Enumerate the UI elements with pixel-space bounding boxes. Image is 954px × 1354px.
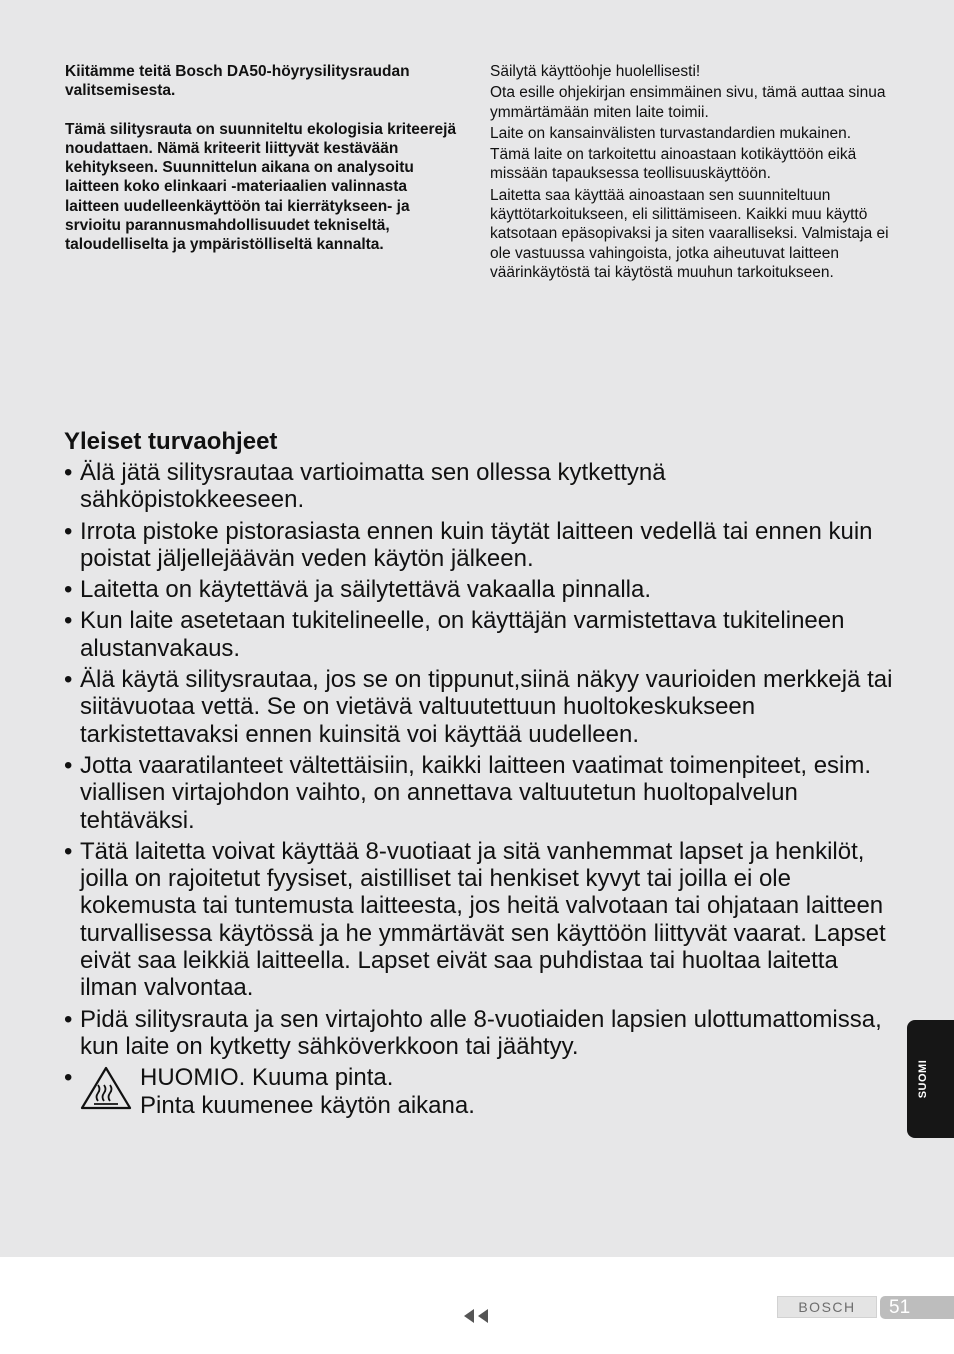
bullet: •	[64, 607, 73, 635]
intro-right-p2: Ota esille ohjekirjan ensimmäinen sivu, tämä auttaa sinua ymmärtämään miten laite toimii.	[490, 84, 886, 121]
safety-item-warning	[64, 1064, 894, 1119]
safety-item-text: Pidä silitysrauta ja sen virtajohto alle 8-vuotiaiden lapsien ulottumattomissa, kun laite on kytketty sähköverkkoon tai jäähtyy.	[80, 1005, 882, 1060]
intro-right-p4: Tämä laite on tarkoitettu ainoastaan kotikäyttöön eikä missään tapauksessa teollisuuskäyttöön.	[490, 146, 857, 183]
brand-label: BOSCH	[777, 1296, 877, 1318]
safety-item-text: Laitetta on käytettävä ja säilytettävä vakaalla pinnalla.	[80, 576, 652, 604]
safety-list	[64, 459, 894, 1123]
intro-ecology: Tämä silitysrauta on suunniteltu ekologisia kriteerejä noudattaen. Nämä kriteerit liittyvät kestävään kehitykseen. Suunnittelun aikana on analysoitu laitteen koko elinkaari -materiaalien valinnasta laitteen uudelleenkäyttöön tai kierrätykseen- ja srvioitu parannusmahdollisuudet tekniseltä, taloudelliselta ja ympäristölliseltä kannalta.	[65, 120, 457, 254]
safety-item-text: Tätä laitetta voivat käyttää 8-vuotiaat ja sitä vanhemmat lapset ja henkilöt, joilla on rajoitetut fyysiset, aistilliset tai henkiset kyvyt tai joilla ei ole kokemusta tai tuntemusta laitteesta, jos heitä valvotaan tai ohjataan laitteen turvallisessa käytössä ja he ymmärtävät sen käyttöön liittyvät vaarat. Lapset eivät saa leikkiä laitteella. Lapset eivät saa puhdistaa tai huoltaa laitetta ilman valvontaa.	[80, 837, 886, 1002]
safety-item	[64, 752, 894, 834]
safety-item-text: Älä jätä silitysrautaa vartioimatta sen ollessa kytkettynä sähköpistokkeeseen.	[80, 459, 666, 514]
intro-right-column	[490, 62, 900, 284]
bullet: •	[64, 837, 73, 865]
safety-item	[64, 518, 894, 573]
bullet: •	[64, 1064, 73, 1092]
safety-item	[64, 459, 894, 514]
safety-title: Yleiset turvaohjeet	[64, 428, 278, 455]
bullet: •	[64, 459, 73, 486]
warning-line-1: HUOMIO. Kuuma pinta.	[140, 1064, 394, 1092]
intro-right-p1: Säilytä käyttöohje huolellisesti!	[490, 63, 701, 80]
safety-item-text: Jotta vaaratilanteet vältettäisiin, kaikki laitteen vaatimat toimenpiteet, esim. viallisen virtajohdon vaihto, on annettava valtuutetun huoltopalvelun tehtäväksi.	[80, 751, 872, 834]
safety-item-text: Kun laite asetetaan tukitelineelle, on käyttäjän varmistettava tukitelineen alustanvakaus.	[80, 607, 845, 662]
language-tab-label: SUOMI	[917, 1059, 929, 1099]
intro-thanks: Kiitämme teitä Bosch DA50-höyrysilitysraudan valitsemisesta.	[65, 63, 410, 100]
bullet: •	[64, 751, 73, 779]
safety-item	[64, 607, 894, 662]
intro-right-p3: Laite on kansainvälisten turvastandardien mukainen.	[490, 124, 852, 142]
language-tab	[907, 1020, 954, 1138]
bullet: •	[64, 666, 73, 694]
bullet: •	[64, 1005, 73, 1033]
bullet: •	[64, 576, 73, 604]
intro-right-p5: Laitetta saa käyttää ainoastaan sen suunniteltuun käyttötarkoitukseen, eli silittämiseen. Kaikki muu käyttö katsotaan epäsopivaksi ja siten vaaralliseksi. Valmistaja ei ole vastuussa vahingoista, jotka aiheutuvat laitteen väärinkäytöstä tai käytöstä muuhun tarkoitukseen.	[490, 186, 889, 281]
safety-item	[64, 838, 894, 1002]
safety-item-text: Älä käytä silitysrautaa, jos se on tippunut,siinä näkyy vaurioiden merkkejä tai siitävuotaa vettä. Se on vietävä valtuutettuun huoltokeskukseen tarkistettavaksi ennen kuinsitä voi käyttää uudelleen.	[80, 666, 893, 748]
hot-surface-warning-icon	[80, 1066, 132, 1110]
safety-item-text: Irrota pistoke pistorasiasta ennen kuin täytät laitteen vedellä tai ennen kuin poistat jäljellejäävän veden käytön jälkeen.	[80, 517, 873, 572]
bullet: •	[64, 517, 73, 545]
safety-item	[64, 1006, 894, 1061]
warning-line-2: Pinta kuumenee käytön aikana.	[140, 1091, 475, 1119]
safety-item	[64, 576, 894, 603]
double-left-arrow-icon[interactable]	[462, 1307, 492, 1325]
safety-item	[64, 666, 894, 748]
intro-left-column	[65, 62, 460, 274]
page-number: 51	[880, 1296, 954, 1319]
